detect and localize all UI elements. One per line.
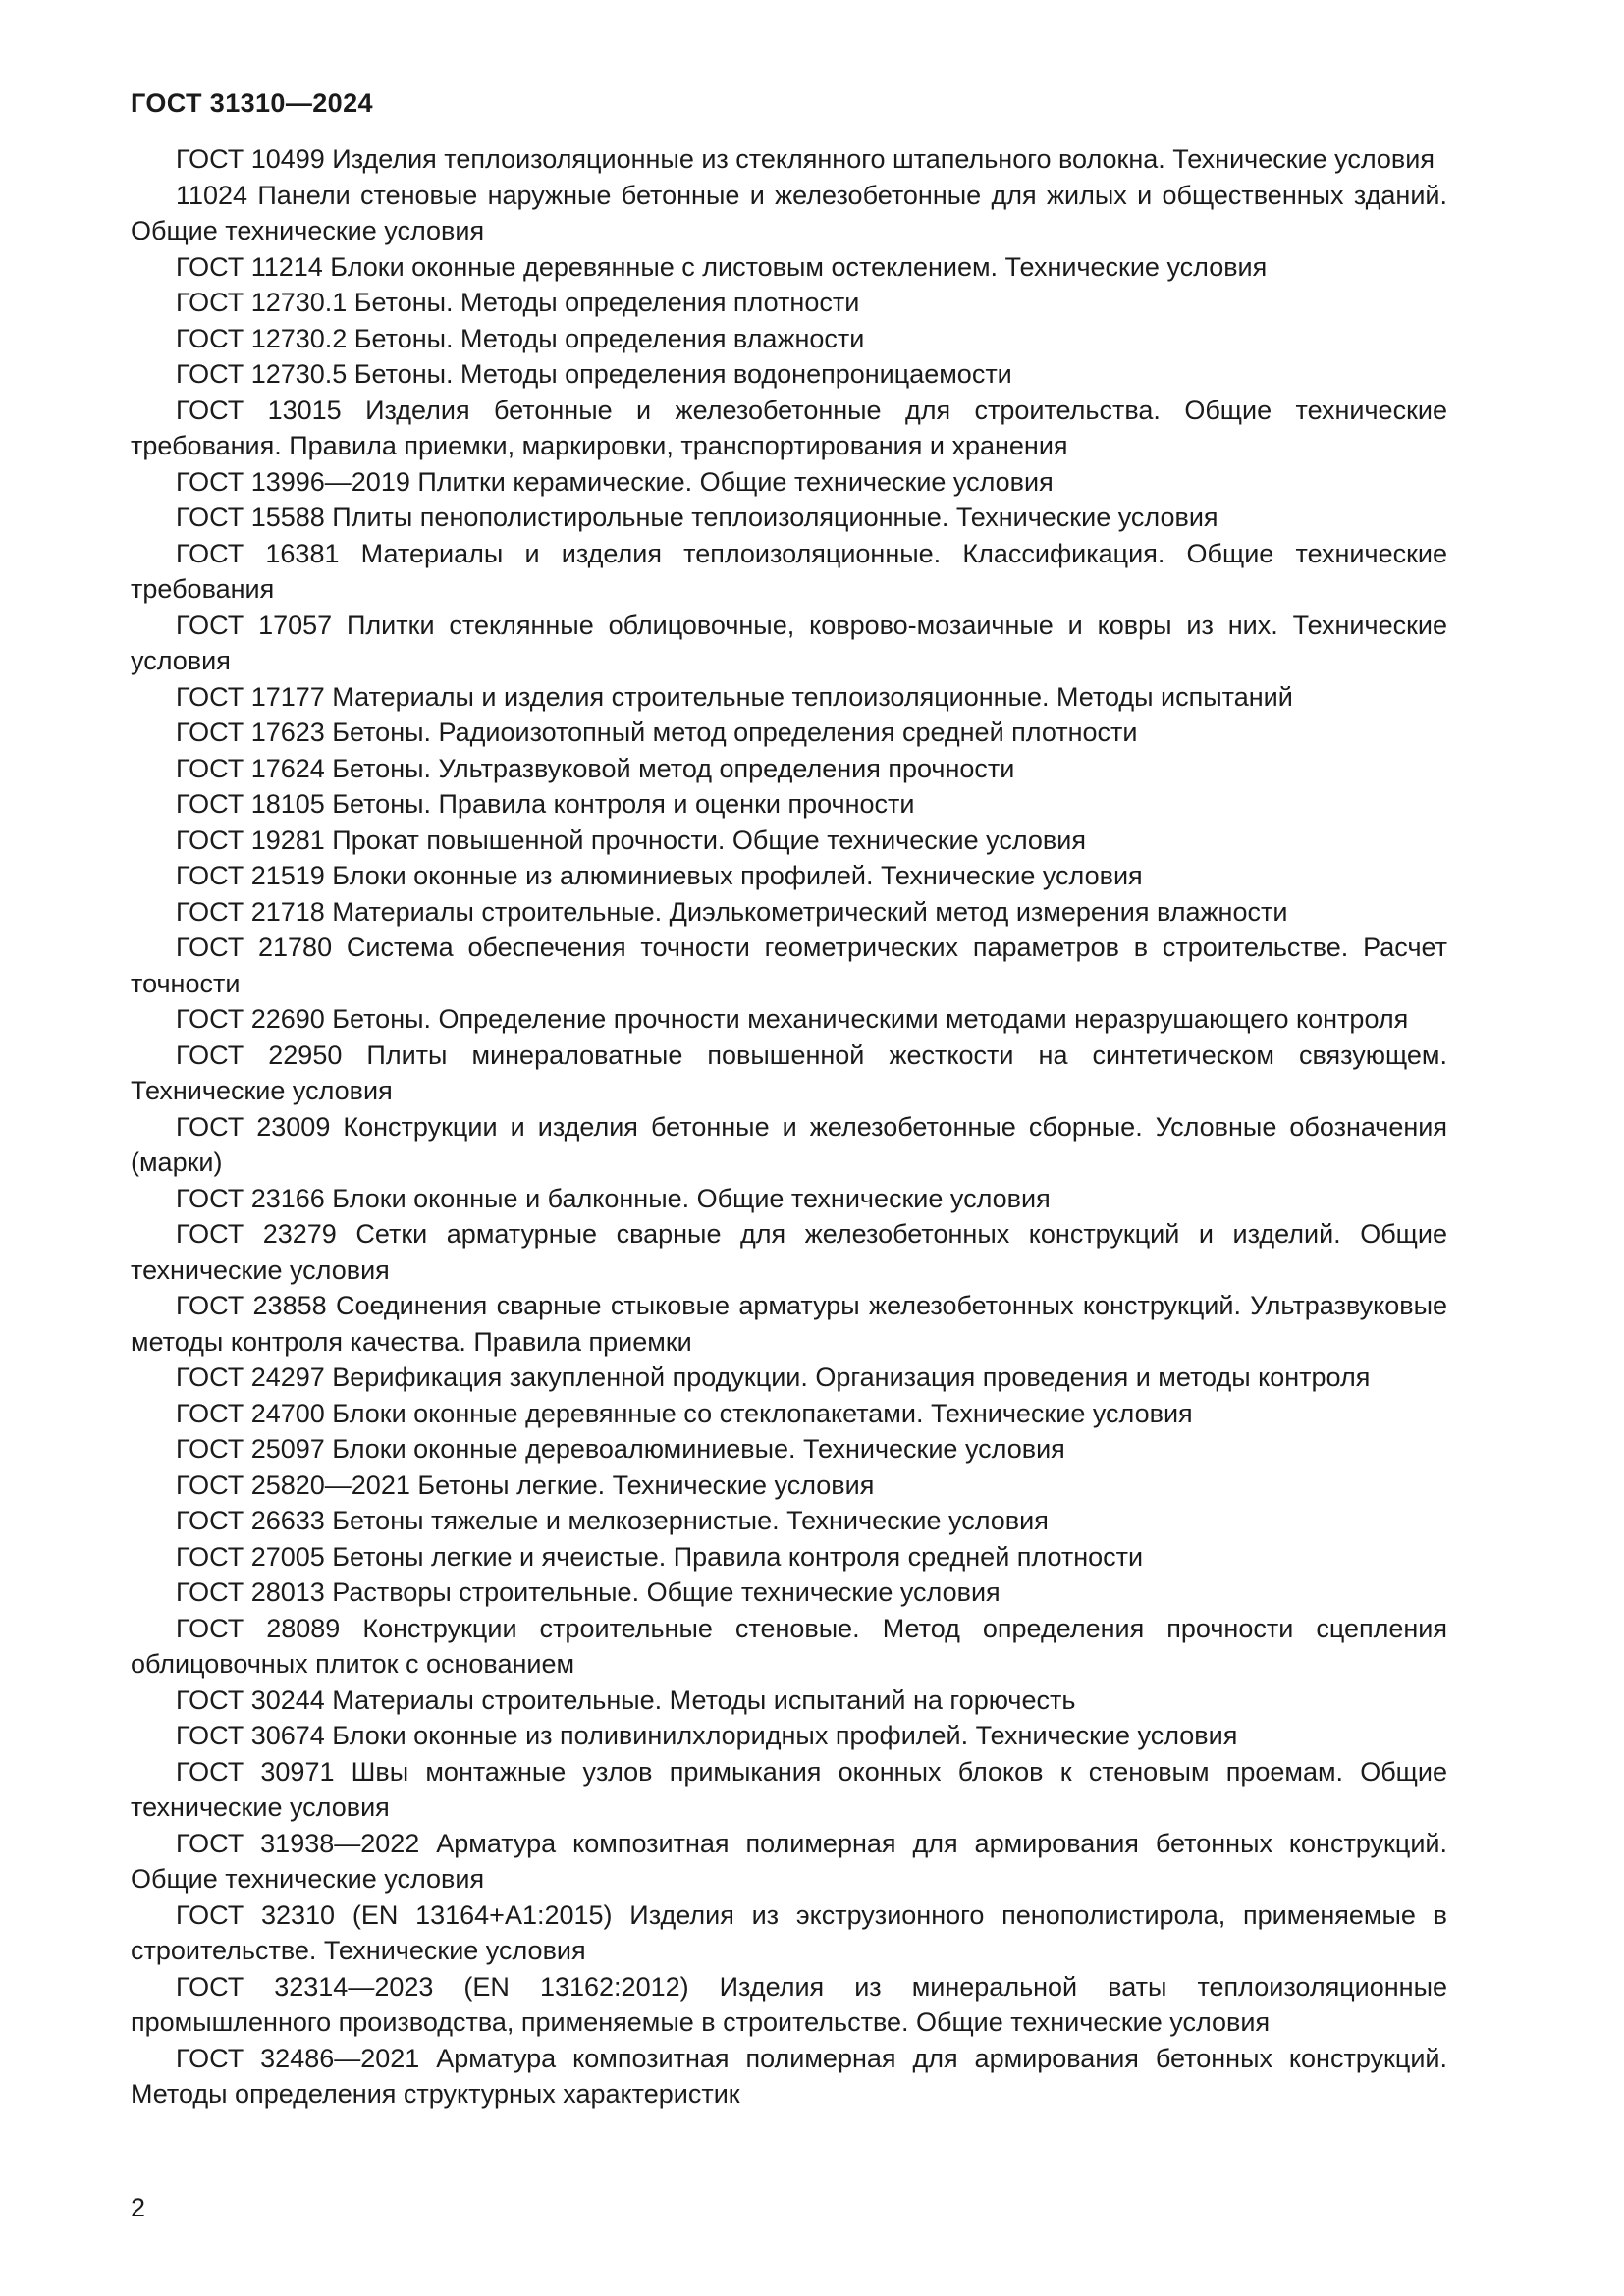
reference-item: ГОСТ 22690 Бетоны. Определение прочности механическими методами неразрушающего контроля (176, 1004, 1409, 1034)
document-header: ГОСТ 31310—2024 (131, 88, 373, 118)
reference-item: ГОСТ 16381 Материалы и изделия теплоизоляционные. Классификация. Общие технические требования (131, 538, 1447, 604)
reference-item: ГОСТ 24700 Блоки оконные деревянные со стеклопакетами. Технические условия (176, 1398, 1193, 1428)
reference-item: ГОСТ 25820—2021 Бетоны легкие. Технические условия (176, 1469, 875, 1500)
reference-item: 11024 Панели стеновые наружные бетонные и железобетонные для жилых и общественных зданий. Общие технические условия (131, 180, 1447, 245)
reference-item: ГОСТ 12730.2 Бетоны. Методы определения влажности (176, 323, 865, 353)
reference-item: ГОСТ 12730.5 Бетоны. Методы определения водонепроницаемости (176, 359, 1012, 389)
reference-item: ГОСТ 24297 Верификация закупленной продукции. Организация проведения и методы контроля (176, 1362, 1371, 1392)
reference-item: ГОСТ 13996—2019 Плитки керамические. Общие технические условия (176, 466, 1054, 497)
reference-item: ГОСТ 28089 Конструкции строительные стеновые. Метод определения прочности сцепления облицовочных плиток с основанием (131, 1613, 1447, 1679)
reference-item: ГОСТ 12730.1 Бетоны. Методы определения плотности (176, 288, 860, 317)
reference-item: ГОСТ 26633 Бетоны тяжелые и мелкозернистые. Технические условия (176, 1506, 1049, 1535)
reference-item: ГОСТ 21780 Система обеспечения точности геометрических параметров в строительстве. Расчет точности (131, 933, 1447, 998)
references-list (131, 141, 1447, 2112)
reference-item: ГОСТ 17624 Бетоны. Ультразвуковой метод определения прочности (176, 753, 1015, 783)
reference-item: ГОСТ 10499 Изделия теплоизоляционные из стеклянного штапельного волокна. Технические условия (176, 144, 1435, 174)
reference-item: ГОСТ 31938—2022 Арматура композитная полимерная для армирования бетонных конструкций. Общие технические условия (131, 1828, 1447, 1894)
reference-item: ГОСТ 13015 Изделия бетонные и железобетонные для строительства. Общие технические требования. Правила приемки, маркировки, транспортирования и хранения (131, 395, 1447, 460)
reference-item: ГОСТ 19281 Прокат повышенной прочности. Общие технические условия (176, 825, 1086, 855)
reference-item: ГОСТ 30674 Блоки оконные из поливинилхлоридных профилей. Технические условия (176, 1721, 1238, 1750)
reference-item: ГОСТ 23858 Соединения сварные стыковые арматуры железобетонных конструкций. Ультразвуковые методы контроля качества. Правила приемки (131, 1291, 1447, 1357)
reference-item: ГОСТ 23279 Сетки арматурные сварные для железобетонных конструкций и изделий. Общие технические условия (131, 1219, 1447, 1285)
reference-item: ГОСТ 30244 Материалы строительные. Методы испытаний на горючесть (176, 1684, 1076, 1715)
reference-item: ГОСТ 17177 Материалы и изделия строительные теплоизоляционные. Методы испытаний (176, 681, 1293, 712)
reference-item: ГОСТ 18105 Бетоны. Правила контроля и оценки прочности (176, 789, 915, 819)
reference-item: ГОСТ 28013 Растворы строительные. Общие технические условия (176, 1577, 1001, 1607)
reference-item: ГОСТ 32486—2021 Арматура композитная полимерная для армирования бетонных конструкций. Методы определения структурных характеристик (131, 2043, 1447, 2109)
reference-item: ГОСТ 32310 (EN 13164+A1:2015) Изделия из экструзионного пенополистирола, применяемые в строительстве. Технические условия (131, 1899, 1447, 1965)
reference-item: ГОСТ 15588 Плиты пенополистирольные теплоизоляционные. Технические условия (176, 503, 1218, 532)
reference-item: ГОСТ 23166 Блоки оконные и балконные. Общие технические условия (176, 1183, 1051, 1213)
page-number: 2 (131, 2193, 146, 2222)
reference-item: ГОСТ 22950 Плиты минераловатные повышенной жесткости на синтетическом связующем. Технические условия (131, 1040, 1447, 1105)
reference-item: ГОСТ 11214 Блоки оконные деревянные с листовым остеклением. Технические условия (176, 251, 1268, 282)
reference-item: ГОСТ 21718 Материалы строительные. Диэлькометрический метод измерения влажности (176, 896, 1288, 927)
reference-item: ГОСТ 21519 Блоки оконные из алюминиевых профилей. Технические условия (176, 861, 1143, 890)
reference-item: ГОСТ 23009 Конструкции и изделия бетонные и железобетонные сборные. Условные обозначения (марки) (131, 1111, 1447, 1177)
reference-item: ГОСТ 32314—2023 (EN 13162:2012) Изделия из минеральной ваты теплоизоляционные промышленного производства, применяемые в строительстве. Общие технические условия (131, 1971, 1447, 2037)
reference-item: ГОСТ 25097 Блоки оконные деревоалюминиевые. Технические условия (176, 1434, 1065, 1464)
reference-item: ГОСТ 27005 Бетоны легкие и ячеистые. Правила контроля средней плотности (176, 1541, 1144, 1572)
reference-item: ГОСТ 17623 Бетоны. Радиоизотопный метод определения средней плотности (176, 718, 1138, 747)
reference-item: ГОСТ 17057 Плитки стеклянные облицовочные, коврово-мозаичные и ковры из них. Технические условия (131, 610, 1447, 675)
reference-item: ГОСТ 30971 Швы монтажные узлов примыкания оконных блоков к стеновым проемам. Общие технические условия (131, 1756, 1447, 1822)
